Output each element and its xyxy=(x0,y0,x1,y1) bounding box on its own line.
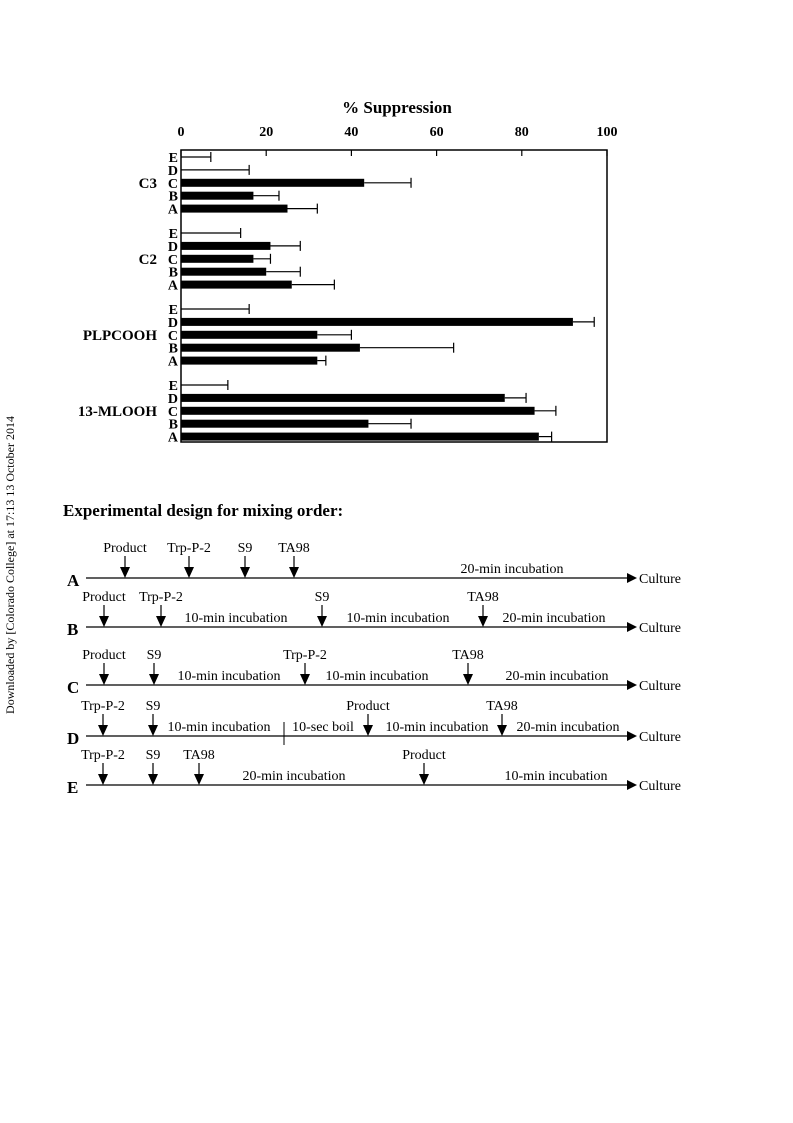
bar xyxy=(181,394,505,402)
bar-label: C xyxy=(167,176,178,192)
chart-title: % Suppression xyxy=(342,98,452,117)
bar xyxy=(181,268,266,276)
addition-label: Trp-P-2 xyxy=(139,590,183,605)
group-label: 13-MLOOH xyxy=(77,403,157,420)
segment-label: 20-min incubation xyxy=(460,562,564,577)
timeline-row xyxy=(67,541,681,590)
x-axis xyxy=(178,125,618,156)
row-id: E xyxy=(67,778,79,797)
bar-label: C xyxy=(167,328,178,344)
timeline-arrowhead xyxy=(627,731,637,741)
bar-label: E xyxy=(168,227,178,242)
segment-label: 10-min incubation xyxy=(177,669,281,684)
addition-label: S9 xyxy=(146,648,162,663)
end-label: Culture xyxy=(639,730,681,745)
addition-arrowhead xyxy=(289,567,299,578)
timeline-row xyxy=(67,590,681,639)
bar-label: B xyxy=(168,341,178,357)
row-id: B xyxy=(67,620,79,639)
bar-label: D xyxy=(167,391,178,407)
bar-label: A xyxy=(167,202,178,218)
bar-label: E xyxy=(168,303,178,318)
addition-label: Product xyxy=(103,541,147,556)
addition-label: TA98 xyxy=(486,699,518,714)
bar-label: B xyxy=(168,189,178,205)
bar xyxy=(181,357,317,365)
addition-arrowhead xyxy=(98,725,108,736)
addition-label: S9 xyxy=(145,699,161,714)
bar-label: C xyxy=(167,252,178,268)
side-note: Downloaded by [Colorado College] at 17:13 13 October 2014 xyxy=(3,416,17,714)
bar-label: B xyxy=(168,417,178,433)
addition-label: Trp-P-2 xyxy=(167,541,211,556)
timeline-row xyxy=(67,699,681,748)
addition-label: S9 xyxy=(314,590,330,605)
bar xyxy=(181,281,292,289)
design-title: Experimental design for mixing order: xyxy=(63,501,344,520)
addition-label: Product xyxy=(82,648,126,663)
bar-label: A xyxy=(167,278,178,294)
addition-label: Trp-P-2 xyxy=(283,648,327,663)
group-label: PLPCOOH xyxy=(82,327,157,344)
end-label: Culture xyxy=(639,679,681,694)
bar-label: E xyxy=(168,151,178,166)
addition-arrowhead xyxy=(317,616,327,627)
addition-arrowhead xyxy=(300,674,310,685)
x-tick-label: 80 xyxy=(514,125,529,140)
addition-label: Trp-P-2 xyxy=(81,748,125,763)
bar-label: C xyxy=(167,404,178,420)
segment-label: 10-min incubation xyxy=(167,720,271,735)
design-timelines xyxy=(67,541,681,797)
bar-group xyxy=(139,151,411,218)
bar xyxy=(181,420,368,428)
x-tick-label: 100 xyxy=(596,125,618,140)
addition-arrowhead xyxy=(240,567,250,578)
addition-arrowhead xyxy=(184,567,194,578)
x-tick-label: 0 xyxy=(177,125,185,140)
addition-label: S9 xyxy=(237,541,253,556)
bar-group xyxy=(139,227,335,294)
bar xyxy=(181,192,253,200)
addition-arrowhead xyxy=(149,674,159,685)
timeline-row xyxy=(67,648,681,697)
end-label: Culture xyxy=(639,779,681,794)
bar xyxy=(181,318,573,326)
segment-label: 20-min incubation xyxy=(516,720,620,735)
timeline-arrowhead xyxy=(627,622,637,632)
row-id: D xyxy=(67,729,80,748)
addition-label: S9 xyxy=(145,748,161,763)
bar-label: D xyxy=(167,163,178,179)
bar-label: B xyxy=(168,265,178,281)
bar-label: A xyxy=(167,354,178,370)
addition-arrowhead xyxy=(98,774,108,785)
addition-arrowhead xyxy=(148,725,158,736)
segment-label: 10-min incubation xyxy=(184,611,288,626)
row-id: C xyxy=(67,678,80,697)
addition-label: TA98 xyxy=(452,648,484,663)
segment-label: 20-min incubation xyxy=(502,611,606,626)
timeline-arrowhead xyxy=(627,573,637,583)
segment-label: 10-min incubation xyxy=(346,611,450,626)
timeline-arrowhead xyxy=(627,780,637,790)
bar-label: D xyxy=(167,315,178,331)
bar xyxy=(181,205,288,213)
addition-label: TA98 xyxy=(278,541,310,556)
bar xyxy=(181,242,270,250)
end-label: Culture xyxy=(639,621,681,636)
segment-label: 10-min incubation xyxy=(504,769,608,784)
addition-label: TA98 xyxy=(467,590,499,605)
bar xyxy=(181,407,535,415)
bar-group xyxy=(78,379,556,446)
bar xyxy=(181,255,253,263)
addition-label: Product xyxy=(82,590,126,605)
bar xyxy=(181,433,539,441)
x-tick-label: 60 xyxy=(429,125,444,140)
bar-groups xyxy=(78,151,594,446)
addition-arrowhead xyxy=(194,774,204,785)
bar xyxy=(181,344,360,352)
addition-arrowhead xyxy=(120,567,130,578)
group-label: C2 xyxy=(138,251,157,268)
row-id: A xyxy=(67,571,80,590)
addition-arrowhead xyxy=(99,674,109,685)
addition-label: Product xyxy=(402,748,446,763)
bar-group xyxy=(83,303,594,370)
addition-arrowhead xyxy=(363,725,373,736)
segment-label: 10-min incubation xyxy=(325,669,429,684)
addition-label: Product xyxy=(346,699,390,714)
end-label: Culture xyxy=(639,572,681,587)
segment-label: 20-min incubation xyxy=(505,669,609,684)
timeline-row xyxy=(67,748,681,797)
bar-label: A xyxy=(167,430,178,446)
experimental-design xyxy=(63,501,681,797)
segment-label: 10-sec boil xyxy=(292,720,354,735)
addition-arrowhead xyxy=(497,725,507,736)
addition-arrowhead xyxy=(478,616,488,627)
bar-label: D xyxy=(167,239,178,255)
suppression-chart xyxy=(78,98,618,446)
x-tick-label: 40 xyxy=(344,125,359,140)
addition-arrowhead xyxy=(99,616,109,627)
addition-label: TA98 xyxy=(183,748,215,763)
segment-label: 20-min incubation xyxy=(242,769,346,784)
addition-label: Trp-P-2 xyxy=(81,699,125,714)
bar-label: E xyxy=(168,379,178,394)
bar xyxy=(181,179,364,187)
addition-arrowhead xyxy=(156,616,166,627)
addition-arrowhead xyxy=(463,674,473,685)
bar xyxy=(181,331,317,339)
x-tick-label: 20 xyxy=(259,125,274,140)
timeline-arrowhead xyxy=(627,680,637,690)
segment-label: 10-min incubation xyxy=(385,720,489,735)
addition-arrowhead xyxy=(419,774,429,785)
addition-arrowhead xyxy=(148,774,158,785)
group-label: C3 xyxy=(138,175,157,192)
